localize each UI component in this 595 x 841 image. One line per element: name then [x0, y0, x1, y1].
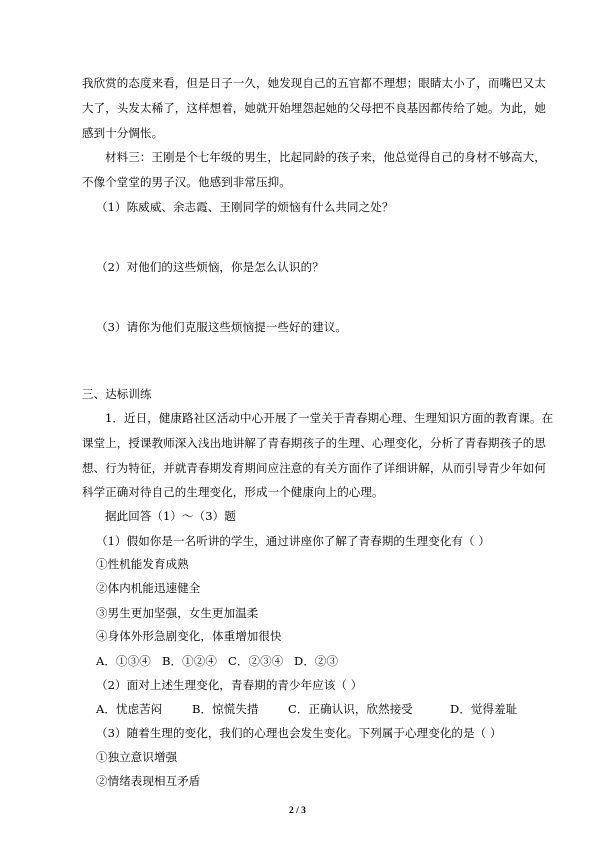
sub-question-1-item: ①性机能发育成熟	[96, 557, 189, 571]
sub-question-1-item: ③男生更加坚强，女生更加温柔	[96, 606, 259, 620]
question-1: （1）陈威威、余志霞、王刚同学的烦恼有什么共同之处？	[96, 200, 394, 214]
sub-question-3-item: ①独立意识增强	[96, 750, 178, 764]
question-2: （2）对他们的这些烦恼，你是怎么认识的？	[96, 260, 324, 274]
option-c: C．正确认识，欣然接受	[288, 702, 413, 716]
question-3: （3）请你为他们克服这些烦恼提一些好的建议。	[96, 320, 348, 334]
paragraph-line: 不像个堂堂的男子汉。他感到非常压抑。	[82, 175, 291, 189]
sub-question-3-item: ②情绪表现相互矛盾	[96, 774, 201, 788]
option-d: D．觉得羞耻	[450, 702, 518, 716]
option-a: A．忧虑苦闷	[96, 702, 163, 716]
exercise-intro-line: 想、行为特征，并就青春期发育期间应注意的有关方面作了详细讲解，从而引导青少年如何	[82, 461, 546, 475]
sub-question-2-options	[96, 702, 517, 716]
exercise-instruction: 据此回答（1）～（3）题	[105, 509, 236, 523]
sub-question-1-options	[96, 654, 338, 668]
option-d: D．②③	[294, 654, 339, 668]
section-title: 三、达标训练	[82, 387, 152, 401]
paragraph-line: 大了，头发太稀了，这样想着，她就开始埋怨起她的父母把不良基因都传给了她。为此，她	[82, 101, 546, 115]
exercise-intro-line: 课堂上，授课教师深入浅出地讲解了青春期孩子的生理、心理变化，分析了青春期孩子的思	[82, 436, 546, 450]
sub-question-3: （3）随着生理的变化，我们的心理也会发生变化。下列属于心理变化的是（ ）	[96, 726, 502, 740]
material-three-line: 材料三：王刚是个七年级的男生，比起同龄的孩子来，他总觉得自己的身材不够高大，	[105, 150, 546, 164]
exercise-intro-line: 1．近日，健康路社区活动中心开展了一堂关于青春期心理、生理知识方面的教育课。在	[105, 411, 554, 425]
sub-question-1-item: ②体内机能迅速健全	[96, 581, 201, 595]
page-number: 2 / 3	[289, 806, 306, 816]
option-b: B．惊慌失措	[192, 702, 259, 716]
option-b: B．①②④	[162, 654, 217, 668]
sub-question-1-item: ④身体外形急剧变化，体重增加很快	[96, 629, 282, 643]
option-a: A．①③④	[96, 654, 151, 668]
exercise-intro-line: 科学正确对待自己的生理变化，形成一个健康向上的心理。	[82, 485, 384, 499]
sub-question-2: （2）面对上述生理变化，青春期的青少年应该（ ）	[96, 678, 363, 692]
paragraph-line: 感到十分惆怅。	[82, 126, 164, 140]
paragraph-line: 我欣赏的态度来看，但是日子一久，她发现自己的五官都不理想；眼睛太小了，而嘴巴又太	[82, 76, 546, 90]
option-c: C．②③④	[228, 654, 284, 668]
sub-question-1: （1）假如你是一名听讲的学生，通过讲座你了解了青春期的生理变化有（ ）	[96, 534, 490, 548]
